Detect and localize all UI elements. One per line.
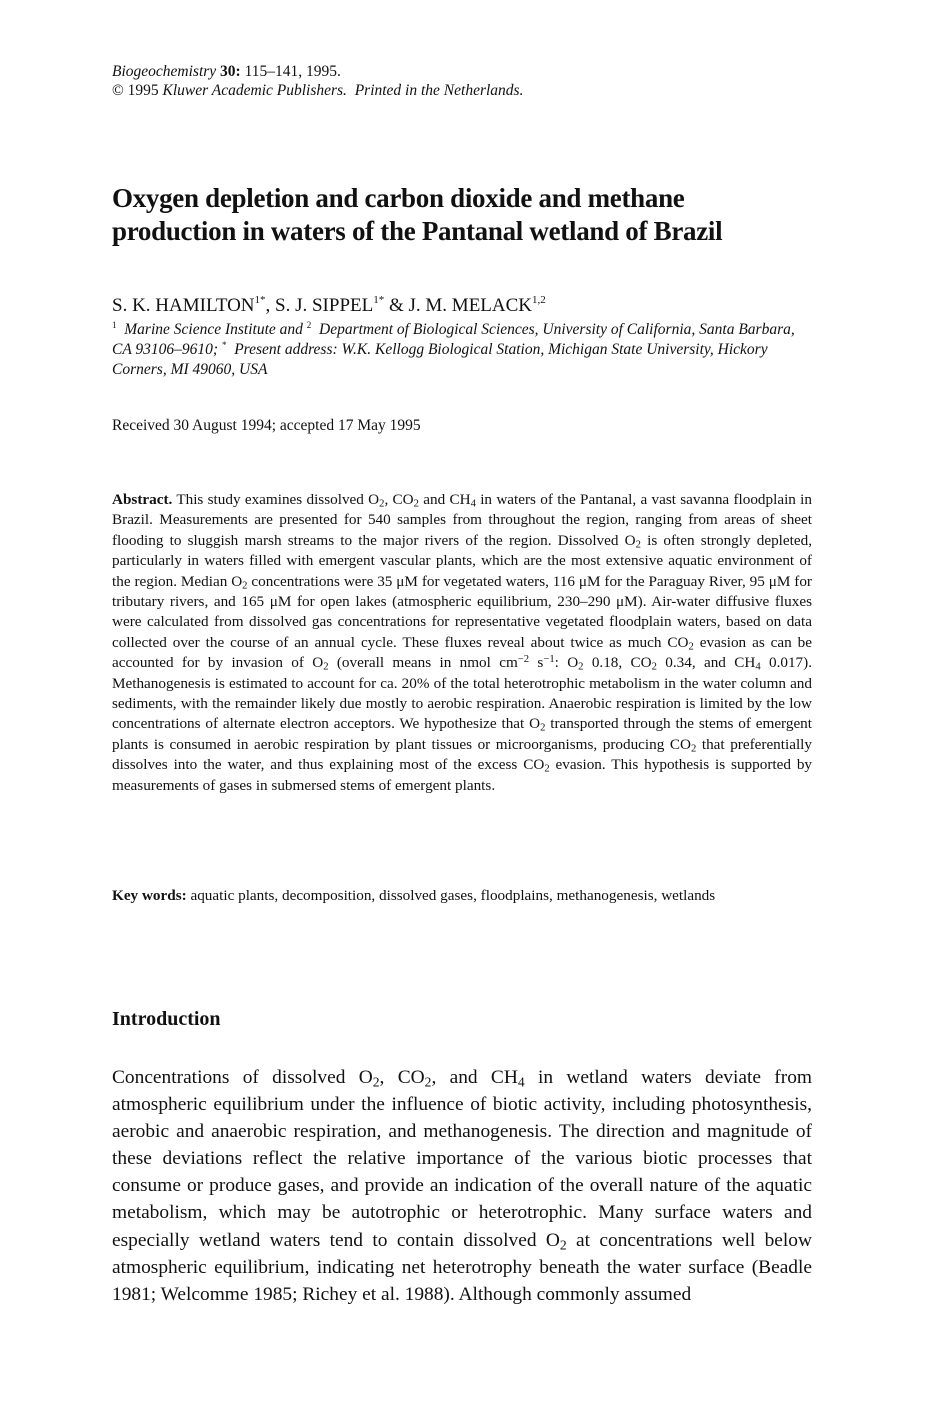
subscript: 2 — [690, 743, 697, 755]
abstract-text: (overall means in nmol cm — [328, 654, 518, 672]
subscript: 2 — [635, 539, 641, 551]
journal-pages: 115–141, 1995. — [244, 63, 341, 80]
abstract-text: concentrations were 35 μM for vegetated waters, 116 μM for the Paraguay River, 95 μM for tributary rivers, and 165 μM for open lakes (atmospheric equilibrium, 230–290 μM). Air-water diffusive fluxes were calculated from dissolved gas concentrations for representative vegetated floodplain waters, based on data collected over the course of an annual cycle. These fluxes reveal about twice as much CO — [112, 572, 812, 651]
keywords-text: aquatic plants, decomposition, dissolved gases, floodplains, methanogenesis, wetlands — [186, 887, 716, 904]
abstract-label: Abstract. — [112, 491, 173, 508]
subscript: 2 — [544, 763, 550, 775]
abstract-text: This study examines dissolved O — [172, 491, 380, 508]
abstract-text: that preferentially dissolves into the water, and thus explaining most of the excess CO — [112, 735, 812, 774]
affiliations — [112, 320, 812, 380]
title-line-2: production in waters of the Pantanal wetland of Brazil — [112, 216, 723, 246]
abstract-text: 0.34, and CH — [656, 654, 756, 672]
affiliation-mark: 1 — [112, 320, 117, 330]
publisher: Kluwer Academic Publishers. — [162, 82, 347, 99]
author-separator: & — [384, 295, 409, 316]
journal-citation — [112, 62, 523, 100]
subscript: 2 — [651, 661, 657, 673]
copyright-icon: © — [112, 82, 124, 99]
abstract-text: in waters of the Pantanal, a vast savanna floodplain in Brazil. Measurements are presented for 540 samples from throughout the region, ranging from areas of sheet flooding to sluggish marsh streams to the major rivers of the region. Dissolved O — [112, 491, 812, 549]
abstract-text: , CO — [384, 491, 414, 508]
abstract-text: : O — [554, 654, 579, 672]
copyright-year: 1995 — [127, 82, 159, 99]
paper-title — [112, 182, 812, 248]
subscript: 2 — [559, 1236, 567, 1252]
author-name: S. J. SIPPEL — [275, 295, 374, 316]
affiliation-mark: * — [221, 340, 227, 350]
journal-volume: 30: — [220, 63, 241, 80]
printed-location: Printed in the Netherlands. — [354, 82, 524, 99]
superscript: −1 — [543, 654, 555, 666]
author-affiliation-mark: 1* — [254, 294, 266, 306]
author-list — [112, 295, 546, 317]
affiliation-mark: 2 — [306, 320, 312, 330]
subscript: 2 — [379, 498, 385, 510]
abstract-text: 0.18, CO — [583, 654, 652, 672]
subscript: 2 — [242, 580, 248, 592]
subscript: 2 — [540, 723, 546, 735]
subscript: 2 — [372, 1074, 380, 1090]
copyright-line — [112, 81, 523, 100]
keywords — [112, 886, 812, 906]
journal-line — [112, 62, 523, 81]
author-name: J. M. MELACK — [408, 295, 533, 316]
subscript: 2 — [424, 1074, 432, 1090]
author-name: S. K. HAMILTON — [112, 295, 255, 316]
section-heading-introduction: Introduction — [112, 1008, 221, 1030]
title-line-1: Oxygen depletion and carbon dioxide and methane — [112, 183, 685, 213]
abstract-text: evasion. This hypothesis is supported by measurements of gases in submersed stems of emergent plants. — [112, 756, 813, 794]
present-address: Present address: W.K. Kellogg Biological Station, Michigan State University, Hickory Corners, MI 49060, USA — [112, 341, 768, 378]
body-text: , and CH — [431, 1067, 518, 1088]
author-affiliation-mark: 1* — [373, 294, 385, 306]
body-text: , CO — [379, 1067, 425, 1088]
abstract-text: 0.017). Methanogenesis is estimated to account for ca. 20% of the total heterotrophic metabolism in the water column and sediments, with the remainder likely due mostly to aerobic respiration. Anaerobic respiration is limited by the low concentrations of alternate electron acceptors. We hypothesize that O — [112, 654, 812, 733]
abstract-text: transported through the stems of emergent plants is consumed in aerobic respiration by plant tissues or microorganisms, producing CO — [112, 715, 812, 753]
abstract-text: and CH — [418, 491, 471, 508]
subscript: 4 — [470, 498, 476, 510]
affiliation-2: Department of Biological Sciences, University of California, Santa Barbara, CA 93106–9610; — [112, 321, 795, 358]
body-text: Concentrations of dissolved O — [112, 1067, 373, 1088]
author-affiliation-mark: 1,2 — [532, 294, 546, 306]
subscript: 4 — [755, 661, 761, 673]
abstract-text: evasion as can be accounted for by invasion of O — [112, 633, 812, 672]
subscript: 2 — [413, 498, 419, 510]
subscript: 2 — [323, 661, 329, 673]
affiliation-1: Marine Science Institute and — [124, 321, 303, 338]
subscript: 2 — [688, 641, 694, 653]
superscript: −2 — [517, 654, 530, 666]
subscript: 4 — [517, 1074, 525, 1090]
abstract-text: is often strongly depleted, particularly in waters filled with emergent vascular plants, which are the most extensive aquatic environment of the region. Median O — [112, 531, 812, 590]
keywords-label: Key words: — [112, 887, 187, 904]
author-separator: , — [265, 295, 276, 316]
body-text: at concentrations well below atmospheric equilibrium, indicating net heterotrophy beneath the water surface (Beadle 1981; Welcomme 1985; Richey et al. 1988). Although commonly assumed — [112, 1229, 812, 1305]
subscript: 2 — [578, 661, 584, 673]
received-dates: Received 30 August 1994; accepted 17 May 1995 — [112, 417, 421, 434]
journal-name: Biogeochemistry — [112, 63, 217, 80]
introduction-paragraph — [112, 1064, 812, 1308]
abstract — [112, 490, 812, 796]
abstract-text: s — [529, 654, 544, 672]
body-text: in wetland waters deviate from atmospheric equilibrium under the influence of biotic activity, including photosynthesis, aerobic and anaerobic respiration, and methanogenesis. The direction and magnitude of these deviations reflect the relative importance of the various biotic processes that consume or produce gases, and provide an indication of the overall nature of the aquatic metabolism, which may be autotrophic or heterotrophic. Many surface waters and especially wetland waters tend to contain dissolved O — [112, 1067, 812, 1251]
